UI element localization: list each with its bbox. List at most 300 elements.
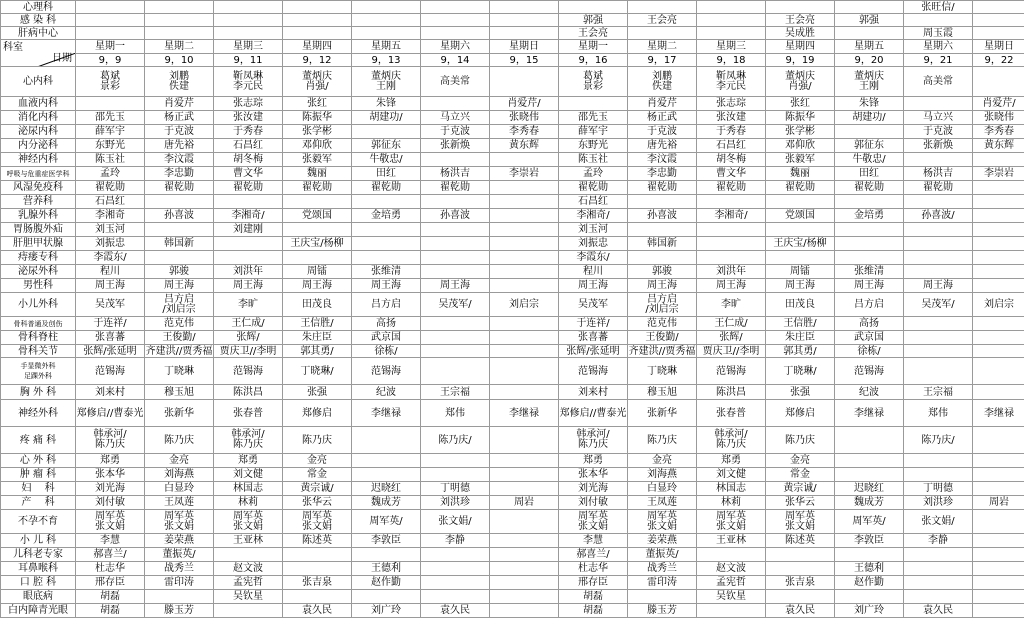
doctor-cell: 魏成芳 xyxy=(352,496,421,510)
doctor-cell: 郭强 xyxy=(835,14,904,27)
doctor-cell: 周王海 xyxy=(421,279,490,293)
doctor-cell xyxy=(283,562,352,576)
doctor-cell: 张文娟/ xyxy=(904,510,973,534)
cell-line: 董炳庆 xyxy=(854,70,884,82)
doctor-cell: 金培勇 xyxy=(835,209,904,223)
cell-line: 张文娟 xyxy=(302,520,332,532)
cell-line: 韩承河/ xyxy=(714,429,748,440)
doctor-cell: 张志琮 xyxy=(214,97,283,111)
doctor-cell: 常金 xyxy=(766,468,835,482)
doctor-cell xyxy=(973,604,1024,618)
doctor-cell: 滕玉芳 xyxy=(628,604,697,618)
doctor-cell: 高扬 xyxy=(352,317,421,331)
doctor-cell xyxy=(973,209,1024,223)
doctor-cell xyxy=(628,293,697,317)
doctor-cell xyxy=(490,209,559,223)
doctor-cell: 胡磊 xyxy=(76,604,145,618)
doctor-cell: 周王海 xyxy=(559,279,628,293)
doctor-cell: 丁晓琳/ xyxy=(283,358,352,385)
doctor-cell xyxy=(490,67,559,97)
doctor-cell: 唐先裕 xyxy=(628,139,697,153)
doctor-cell xyxy=(421,14,490,27)
doctor-cell xyxy=(904,153,973,167)
doctor-cell: 周玉霞 xyxy=(904,27,973,40)
doctor-cell: 李慧 xyxy=(559,534,628,548)
weekday-header: 星期六 xyxy=(421,40,490,54)
doctor-cell: 王宗福 xyxy=(904,385,973,400)
doctor-cell: 范锡海 xyxy=(697,358,766,385)
doctor-cell xyxy=(352,1,421,14)
doctor-cell: 王信胜/ xyxy=(283,317,352,331)
doctor-cell: 徐栋/ xyxy=(835,345,904,358)
doctor-cell: 穆玉旭 xyxy=(145,385,214,400)
doctor-cell xyxy=(904,468,973,482)
doctor-cell: 孙喜波 xyxy=(145,209,214,223)
cell-line: 李元民 xyxy=(716,80,746,92)
department-label: 白内障青光眼 xyxy=(1,604,76,618)
doctor-cell xyxy=(973,1,1024,14)
doctor-cell xyxy=(766,1,835,14)
doctor-cell: 朱庄臣 xyxy=(283,331,352,345)
doctor-cell xyxy=(766,548,835,562)
doctor-cell xyxy=(628,590,697,604)
doctor-cell xyxy=(766,223,835,237)
doctor-cell: 吴茂军/ xyxy=(421,293,490,317)
doctor-cell xyxy=(214,427,283,454)
doctor-cell: 王会亮 xyxy=(766,14,835,27)
doctor-cell: 张学彬 xyxy=(766,125,835,139)
department-label: 泌尿外科 xyxy=(1,265,76,279)
department-label: 肝病中心 xyxy=(1,27,76,40)
doctor-cell: 王亚林 xyxy=(214,534,283,548)
doctor-cell: 张晓伟 xyxy=(490,111,559,125)
table-row xyxy=(1,209,1024,223)
doctor-cell: 石昌红 xyxy=(559,195,628,209)
cell-line: 韩承河/ xyxy=(576,429,610,440)
doctor-cell: 张维清 xyxy=(352,265,421,279)
department-label: 血液内科 xyxy=(1,97,76,111)
doctor-cell: 周王海 xyxy=(145,279,214,293)
doctor-cell: 吴茂军 xyxy=(559,293,628,317)
doctor-cell xyxy=(352,223,421,237)
doctor-cell: 李旷 xyxy=(214,293,283,317)
doctor-cell: 张维清 xyxy=(835,265,904,279)
doctor-cell: 赵作勤 xyxy=(352,576,421,590)
doctor-cell: 刘文健 xyxy=(214,468,283,482)
doctor-cell xyxy=(490,14,559,27)
doctor-cell xyxy=(766,251,835,265)
department-label: 感 染 科 xyxy=(1,14,76,27)
doctor-cell: 杨正武 xyxy=(628,111,697,125)
doctor-cell xyxy=(352,468,421,482)
doctor-cell: 周王海 xyxy=(76,279,145,293)
doctor-cell: 李湘奇/ xyxy=(214,209,283,223)
doctor-cell: 穆玉旭 xyxy=(628,385,697,400)
doctor-cell xyxy=(490,482,559,496)
doctor-cell xyxy=(973,358,1024,385)
header-corner xyxy=(1,40,76,67)
doctor-cell xyxy=(490,195,559,209)
doctor-cell xyxy=(904,358,973,385)
doctor-cell: 郭强 xyxy=(559,14,628,27)
doctor-cell: 刘洪年 xyxy=(214,265,283,279)
doctor-cell: 郑勇 xyxy=(697,454,766,468)
doctor-cell: 赵文波 xyxy=(214,562,283,576)
doctor-cell xyxy=(697,251,766,265)
doctor-cell xyxy=(490,345,559,358)
weekday-header: 星期三 xyxy=(214,40,283,54)
doctor-cell xyxy=(835,548,904,562)
table-row xyxy=(1,358,1024,385)
doctor-cell: 郭其勇/ xyxy=(766,345,835,358)
doctor-cell xyxy=(973,482,1024,496)
doctor-cell xyxy=(559,67,628,97)
table-row xyxy=(1,331,1024,345)
doctor-cell: 朱锋 xyxy=(352,97,421,111)
doctor-cell xyxy=(421,454,490,468)
doctor-cell xyxy=(697,67,766,97)
doctor-cell: 迟晓红 xyxy=(835,482,904,496)
doctor-cell xyxy=(490,237,559,251)
doctor-cell xyxy=(904,331,973,345)
date-header: 9，20 xyxy=(835,54,904,67)
doctor-cell: 翟乾勋 xyxy=(628,181,697,195)
doctor-cell: 东野光 xyxy=(76,139,145,153)
table-row xyxy=(1,482,1024,496)
doctor-cell xyxy=(904,345,973,358)
doctor-cell xyxy=(973,576,1024,590)
doctor-cell xyxy=(628,1,697,14)
doctor-cell xyxy=(835,237,904,251)
cell-line: 葛斌 xyxy=(100,70,120,82)
doctor-cell xyxy=(973,181,1024,195)
doctor-cell: 于秀春 xyxy=(214,125,283,139)
doctor-cell: 郭其勇/ xyxy=(283,345,352,358)
department-label: 风湿免疫科 xyxy=(1,181,76,195)
doctor-cell: 刘海燕 xyxy=(145,468,214,482)
table-row xyxy=(1,510,1024,534)
cell-line: 刘鹏 xyxy=(169,70,189,82)
doctor-cell: 杜志华 xyxy=(76,562,145,576)
doctor-cell: 王俊勤/ xyxy=(145,331,214,345)
cell-line: 张文娟 xyxy=(785,520,815,532)
doctor-cell xyxy=(490,534,559,548)
table-row xyxy=(1,279,1024,293)
doctor-cell xyxy=(973,153,1024,167)
doctor-cell: 张红 xyxy=(766,97,835,111)
department-label: 骨科关节 xyxy=(1,345,76,358)
doctor-cell: 张毅军 xyxy=(766,153,835,167)
department-label: 肿 瘤 科 xyxy=(1,468,76,482)
doctor-cell: 杨正武 xyxy=(145,111,214,125)
doctor-cell xyxy=(490,251,559,265)
doctor-cell xyxy=(835,223,904,237)
doctor-cell xyxy=(352,590,421,604)
doctor-cell: 纪波 xyxy=(352,385,421,400)
doctor-cell: 李汶霞 xyxy=(628,153,697,167)
department-label: 胃肠腹外疝 xyxy=(1,223,76,237)
doctor-cell xyxy=(283,14,352,27)
cell-line: 吕方启 xyxy=(164,293,194,305)
doctor-cell: 李霞东/ xyxy=(76,251,145,265)
doctor-cell xyxy=(697,548,766,562)
date-header: 9，9 xyxy=(76,54,145,67)
doctor-cell xyxy=(283,510,352,534)
doctor-cell: 刘建刚 xyxy=(214,223,283,237)
doctor-cell xyxy=(214,1,283,14)
doctor-cell: 刘洪珍 xyxy=(904,496,973,510)
cell-line: 肖强/ xyxy=(305,80,329,92)
doctor-cell: 李崇岩 xyxy=(973,167,1024,181)
doctor-cell: 丁晓琳/ xyxy=(766,358,835,385)
doctor-cell: 范克伟 xyxy=(628,317,697,331)
cell-line: 吕方启 xyxy=(647,293,677,305)
doctor-cell xyxy=(973,27,1024,40)
doctor-cell xyxy=(973,67,1024,97)
doctor-cell: 刘文健 xyxy=(697,468,766,482)
doctor-cell xyxy=(904,237,973,251)
doctor-cell: 郝喜兰/ xyxy=(76,548,145,562)
date-header: 9，14 xyxy=(421,54,490,67)
department-label: 呼吸与危重症医学科 xyxy=(1,167,76,181)
doctor-cell: 刘洪珍 xyxy=(421,496,490,510)
doctor-cell xyxy=(421,27,490,40)
doctor-cell: 李秀春 xyxy=(490,125,559,139)
doctor-cell: 王会亮 xyxy=(628,14,697,27)
doctor-cell: 郑修启//曹泰光 xyxy=(76,400,145,427)
department-label: 泌尿内科 xyxy=(1,125,76,139)
table-row xyxy=(1,345,1024,358)
doctor-cell: 赵作勤 xyxy=(835,576,904,590)
doctor-cell: 陈洪昌 xyxy=(214,385,283,400)
doctor-cell: 胡建功/ xyxy=(835,111,904,125)
weekday-header: 星期六 xyxy=(904,40,973,54)
doctor-cell: 张辉/ xyxy=(214,331,283,345)
doctor-cell xyxy=(145,14,214,27)
doctor-cell: 郑伟 xyxy=(421,400,490,427)
doctor-cell xyxy=(490,331,559,345)
table-row xyxy=(1,223,1024,237)
doctor-cell: 金培勇 xyxy=(352,209,421,223)
doctor-cell: 林国志 xyxy=(214,482,283,496)
doctor-cell xyxy=(214,604,283,618)
doctor-cell: 高美常 xyxy=(904,67,973,97)
cell-line: 手显微外科 xyxy=(20,362,56,370)
doctor-cell: 石昌红 xyxy=(697,139,766,153)
doctor-cell: 陈乃庆 xyxy=(145,427,214,454)
department-label: 营养科 xyxy=(1,195,76,209)
doctor-cell xyxy=(973,317,1024,331)
doctor-cell: 陈振华 xyxy=(766,111,835,125)
cell-line: 周军英 xyxy=(233,510,263,522)
doctor-cell: 张新焕 xyxy=(421,139,490,153)
cell-line: 张文娟 xyxy=(233,520,263,532)
doctor-cell xyxy=(490,358,559,385)
doctor-cell: 肖爱芹 xyxy=(145,97,214,111)
doctor-cell: 张汝建 xyxy=(214,111,283,125)
doctor-cell: 胡磊 xyxy=(76,590,145,604)
doctor-cell: 黄宗诚/ xyxy=(283,482,352,496)
doctor-cell xyxy=(628,67,697,97)
doctor-cell: 薛军宇 xyxy=(559,125,628,139)
doctor-cell: 马立兴 xyxy=(904,111,973,125)
doctor-cell: 邢存臣 xyxy=(559,576,628,590)
doctor-cell: 刘海燕 xyxy=(628,468,697,482)
doctor-cell: 张春普 xyxy=(214,400,283,427)
doctor-cell: 郭征东 xyxy=(352,139,421,153)
department-label: 心理科 xyxy=(1,1,76,14)
cell-line: 韩承河/ xyxy=(93,429,127,440)
doctor-cell: 翟乾勋 xyxy=(766,181,835,195)
table-row xyxy=(1,125,1024,139)
doctor-cell: 张喜蕃 xyxy=(559,331,628,345)
doctor-cell: 李继禄 xyxy=(352,400,421,427)
table-row xyxy=(1,427,1024,454)
cell-line: 刘鹏 xyxy=(652,70,672,82)
table-row xyxy=(1,97,1024,111)
doctor-cell: 刘洪年 xyxy=(697,265,766,279)
doctor-cell: 邵先玉 xyxy=(76,111,145,125)
doctor-cell: 陈乃庆/ xyxy=(904,427,973,454)
doctor-cell: 邓仰欣 xyxy=(766,139,835,153)
doctor-cell: 刘广玲 xyxy=(352,604,421,618)
doctor-cell: 贾庆卫//李明 xyxy=(214,345,283,358)
doctor-cell: 董振英/ xyxy=(145,548,214,562)
doctor-cell: 吴钦星 xyxy=(214,590,283,604)
doctor-cell: 东野光 xyxy=(559,139,628,153)
doctor-cell: 陈乃庆/ xyxy=(421,427,490,454)
doctor-cell: 张本华 xyxy=(76,468,145,482)
department-label: 耳鼻喉科 xyxy=(1,562,76,576)
table-row xyxy=(1,454,1024,468)
doctor-cell xyxy=(76,427,145,454)
doctor-cell xyxy=(835,251,904,265)
doctor-cell: 刘振忠 xyxy=(76,237,145,251)
doctor-cell xyxy=(973,265,1024,279)
doctor-cell: 刘付敏 xyxy=(76,496,145,510)
doctor-cell: 袁久民 xyxy=(421,604,490,618)
doctor-cell xyxy=(145,590,214,604)
doctor-cell xyxy=(835,468,904,482)
doctor-cell: 孟宪哲 xyxy=(697,576,766,590)
doctor-cell: 石昌红 xyxy=(76,195,145,209)
doctor-cell xyxy=(490,510,559,534)
doctor-cell: 金亮 xyxy=(283,454,352,468)
doctor-cell: 李秀春 xyxy=(973,125,1024,139)
doctor-cell: 刘来村 xyxy=(76,385,145,400)
doctor-cell: 曹文华 xyxy=(214,167,283,181)
department-label: 骨科脊柱 xyxy=(1,331,76,345)
doctor-cell: 刘光海 xyxy=(559,482,628,496)
doctor-cell xyxy=(628,251,697,265)
department-label: 眼底病 xyxy=(1,590,76,604)
doctor-cell xyxy=(904,548,973,562)
cell-line: 足踝外科 xyxy=(24,372,52,380)
doctor-cell xyxy=(490,1,559,14)
doctor-cell xyxy=(904,317,973,331)
doctor-cell xyxy=(697,223,766,237)
table-row xyxy=(1,293,1024,317)
doctor-cell: 李忠勤 xyxy=(145,167,214,181)
doctor-cell: 翟乾勋 xyxy=(559,181,628,195)
doctor-cell: 周军英/ xyxy=(352,510,421,534)
doctor-cell: 张辉/张延明 xyxy=(76,345,145,358)
doctor-cell: 刘玉河 xyxy=(76,223,145,237)
doctor-cell: 滕玉芳 xyxy=(145,604,214,618)
doctor-cell xyxy=(835,427,904,454)
doctor-cell: 周王海 xyxy=(904,279,973,293)
doctor-cell xyxy=(421,331,490,345)
doctor-cell: 周镭 xyxy=(766,265,835,279)
department-label: 疼 痛 科 xyxy=(1,427,76,454)
doctor-cell: 陈洪昌 xyxy=(697,385,766,400)
cell-line: 周军英 xyxy=(716,510,746,522)
department-label: 口 腔 科 xyxy=(1,576,76,590)
doctor-cell: 徐栋/ xyxy=(352,345,421,358)
cell-line: 靳凤琳 xyxy=(716,70,746,82)
doctor-cell: 李慧 xyxy=(76,534,145,548)
doctor-cell: 周镭 xyxy=(283,265,352,279)
doctor-cell xyxy=(973,345,1024,358)
department-label: 妇 科 xyxy=(1,482,76,496)
cell-line: 李元民 xyxy=(233,80,263,92)
doctor-cell xyxy=(352,195,421,209)
cell-line: 董炳庆 xyxy=(785,70,815,82)
doctor-cell: 翟乾勋 xyxy=(145,181,214,195)
doctor-cell xyxy=(766,510,835,534)
doctor-cell xyxy=(490,181,559,195)
cell-line: 景彩 xyxy=(100,80,120,92)
doctor-cell: 常金 xyxy=(283,468,352,482)
doctor-cell xyxy=(352,14,421,27)
doctor-cell: 张辉/张延明 xyxy=(559,345,628,358)
doctor-cell xyxy=(766,590,835,604)
doctor-cell xyxy=(697,1,766,14)
weekday-header: 星期日 xyxy=(490,40,559,54)
doctor-cell: 翟乾勋 xyxy=(283,181,352,195)
doctor-cell: 牛敬忠/ xyxy=(835,153,904,167)
doctor-cell: 范锡海 xyxy=(76,358,145,385)
doctor-cell: 吴茂军 xyxy=(76,293,145,317)
doctor-cell: 刘来村 xyxy=(559,385,628,400)
doctor-cell xyxy=(973,427,1024,454)
department-label: 儿科老专家 xyxy=(1,548,76,562)
doctor-cell: 郑修启 xyxy=(766,400,835,427)
doctor-cell xyxy=(76,27,145,40)
table-row xyxy=(1,167,1024,181)
doctor-cell xyxy=(559,510,628,534)
doctor-cell xyxy=(421,548,490,562)
cell-line: 葛斌 xyxy=(583,70,603,82)
doctor-cell: 田红 xyxy=(352,167,421,181)
doctor-cell: 丁明德 xyxy=(421,482,490,496)
doctor-cell xyxy=(490,590,559,604)
doctor-cell xyxy=(214,195,283,209)
doctor-cell xyxy=(421,1,490,14)
doctor-cell: 张强 xyxy=(766,385,835,400)
doctor-cell: 王信胜/ xyxy=(766,317,835,331)
doctor-cell xyxy=(490,454,559,468)
doctor-cell xyxy=(973,223,1024,237)
doctor-cell: 张新华 xyxy=(145,400,214,427)
department-label: 心 外 科 xyxy=(1,454,76,468)
doctor-cell xyxy=(421,576,490,590)
table-row xyxy=(1,195,1024,209)
doctor-cell: 程川 xyxy=(76,265,145,279)
doctor-cell xyxy=(628,27,697,40)
department-label: 神经外科 xyxy=(1,400,76,427)
doctor-cell: 李敦臣 xyxy=(352,534,421,548)
